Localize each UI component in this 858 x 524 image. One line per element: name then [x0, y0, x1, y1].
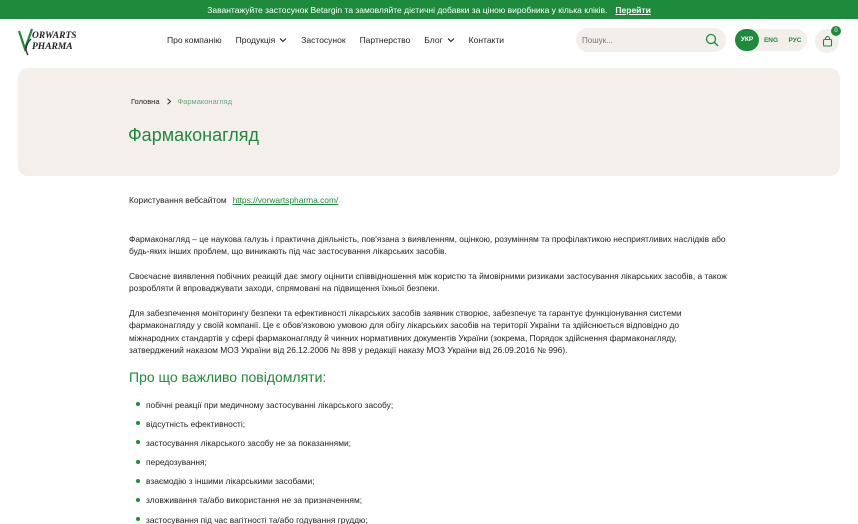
breadcrumb-current: Фармаконагляд — [177, 97, 233, 106]
nav-item-app[interactable] — [301, 35, 345, 45]
list-item: зловживання та/або використання не за призначенням; — [129, 494, 729, 513]
main-content — [129, 194, 729, 524]
logo[interactable] — [17, 25, 83, 57]
paragraph: Своєчасне виявлення побічних реакцій дає змогу оцінити співвідношення між користю та ймовірними ризиками застосування лікарських засобів, а також розробляти й впроваджувати заходи, спрямовані на підвищення їхньої безпеки. — [129, 270, 727, 293]
promo-link[interactable]: Перейти — [615, 4, 651, 15]
page-hero — [18, 68, 840, 176]
lang-rus[interactable]: РУС — [788, 36, 802, 44]
paragraph: Для забезпечення моніторингу безпеки та ефективності лікарських засобів заявник створює, забезпечує та гарантує функціонування системи фармаконагляду у своїй компанії. Це є обов'язковою умовою для обігу лікарських засобів на території України та здійснюється відповідно до міжнародних стандартів у сфері фармаконагляду й чинних нормативних документів України (зокрема, Порядок здійснення фармаконагляду, затверджений наказом МОЗ України від 26.12.2006 № 898 у редакції наказу МОЗ України від 26.09.2016 № 996). — [129, 307, 682, 355]
nav-label: Партнерство — [359, 35, 411, 45]
list-item: взаємодію з іншими лікарськими засобами; — [129, 475, 729, 494]
main-nav — [167, 35, 518, 45]
nav-label: Застосунок — [301, 35, 346, 45]
section-title: Про що важливо повідомляти: — [129, 368, 327, 385]
list-item: застосування лікарського засобу не за показаннями; — [129, 437, 729, 456]
chevron-down-icon — [279, 36, 287, 44]
site-header — [0, 19, 858, 65]
chevron-down-icon — [447, 36, 455, 44]
nav-item-partnership[interactable] — [360, 35, 411, 45]
language-switcher — [735, 29, 807, 51]
nav-label: Про компанію — [167, 35, 222, 45]
search-input[interactable] — [582, 36, 700, 45]
nav-item-contacts[interactable] — [469, 35, 504, 45]
search-icon[interactable] — [705, 33, 719, 47]
website-label: Користування вебсайтом — [129, 195, 227, 205]
list-item: відсутність ефективності; — [129, 418, 729, 437]
page-title: Фармаконагляд — [128, 125, 260, 145]
nav-label: Контакти — [468, 35, 505, 45]
cart-count-badge: 0 — [831, 26, 841, 36]
nav-label: Продукція — [235, 35, 276, 45]
list-item: застосування під час вагітності та/або годування груддю; — [129, 514, 729, 524]
svg-text:ORWARTS: ORWARTS — [32, 31, 77, 41]
chevron-right-icon — [166, 98, 172, 105]
breadcrumb-home[interactable]: Головна — [131, 97, 160, 106]
website-usage — [129, 194, 729, 207]
report-list — [129, 399, 729, 524]
lang-ukr[interactable]: УКР — [735, 29, 759, 51]
svg-text:PHARMA: PHARMA — [32, 42, 73, 52]
nav-item-products[interactable] — [236, 35, 288, 45]
nav-item-blog[interactable] — [424, 35, 454, 45]
nav-label: Блог — [424, 35, 443, 45]
cart-icon — [822, 36, 833, 47]
website-link[interactable]: https://vorwartspharma.com/ — [232, 195, 339, 205]
promo-banner — [0, 0, 858, 19]
nav-item-about[interactable] — [167, 35, 222, 45]
list-item: передозування; — [129, 456, 729, 475]
paragraph: Фармаконагляд – це наукова галузь і практична діяльність, пов'язана з виявленням, оцінкою, розумінням та профілактикою несприятливих наслідків або будь-яких інших проблем, що виникають під час застосування лікарських засобів. — [129, 233, 726, 256]
search-box — [576, 28, 726, 52]
cart-button[interactable] — [815, 29, 839, 53]
promo-text: Завантажуйте застосунок Betargin та замовляйте дієтичні добавки за ціною виробника у кілька кліків. — [207, 4, 608, 15]
list-item: побічні реакції при медичному застосуванні лікарського засобу; — [129, 399, 729, 418]
breadcrumb — [131, 97, 232, 106]
lang-eng[interactable]: ENG — [763, 36, 779, 44]
